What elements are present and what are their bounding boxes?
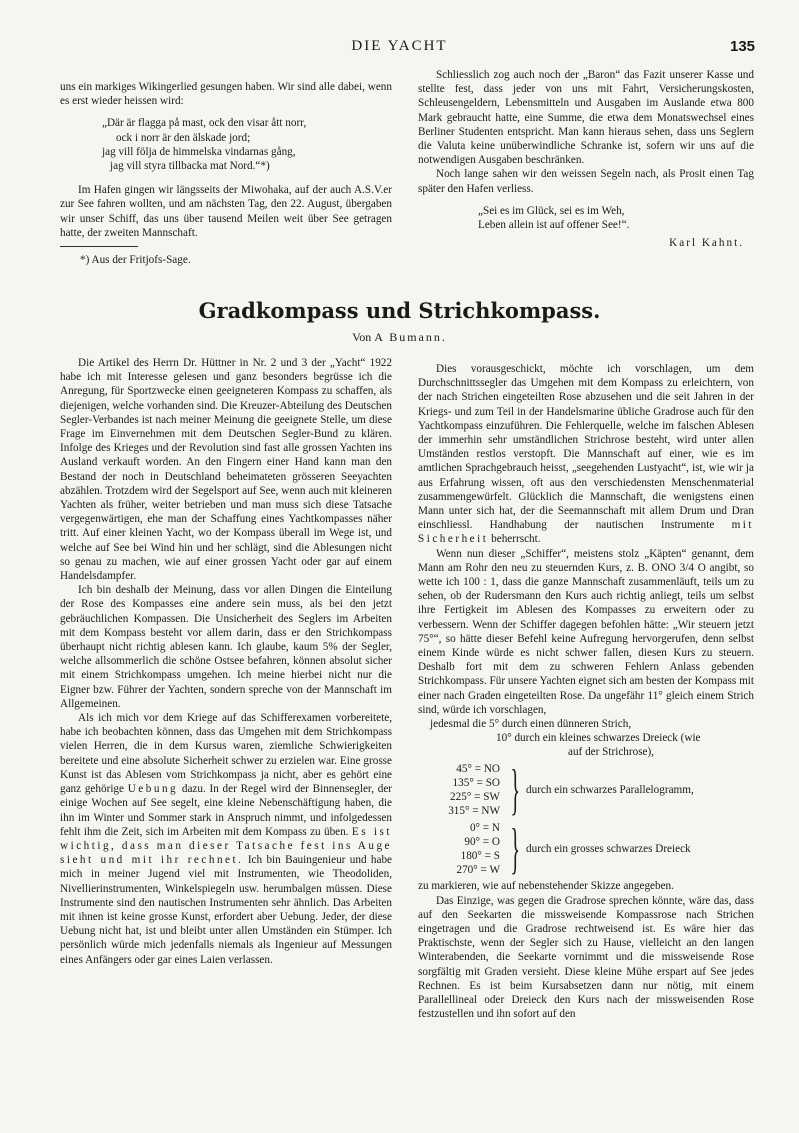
paragraph: Wenn nun dieser „Schiffer“, meistens stolz „Käpten“ genannt, dem Mann am Rohr den neu zu steuernden Kurs, z. B. ONO 3/4 O angibt, so wette ich 100 : 1, dass die ganze Mannschaft zusammenläuft, teils um zu sehen, ob der Rudersmann den Kurs auch richtig anliegt, teils um selbst ihre Fertigkeit im Ablesen des Kompasses zu erweitern oder zu verbessern. Wenn der Schiffer dagegen befohlen hätte: „Wir steuern jetzt 75°“, so hätte dieser Befehl keine Aufregung hervorgerufen, denn selbst einem Kinde würde es nicht schwer fallen, diesen Kurs zu steuern. Deshalb fort mit dem zu schweren Fehlern Anlass gebenden Strichkompass. Für unsere Yachten eignet sich am besten der Kompass mit einer nach Graden eingeteilten Rose. Da ungefähr 11° gleich einem Strich sind, würde ich vorschlagen, (418, 547, 754, 716)
top-right-column (418, 68, 754, 250)
quote-line: „Sei es im Glück, sei es im Weh, (478, 204, 625, 217)
text-run: Dies vorausgeschickt, möchte ich vorschlagen, um dem Durchschnittssegler das Umgehen mit dem Kompass zu erleichtern, von der nach Strichen eingeteilten Rose abzusehen und die seit Jahren in der Kriegs- und zum Teil in der Handelsmarine übliche Gradrose auch für den Yachtkompass einzuführen. Die Fehlerquelle, welche im falschen Ablesen der immerhin sehr umständlichen Strichrose besteht, wird unter allen Umständen restlos verstopft. Die Mannschaft auf einer, wie es im amtlichen Sprachgebrauch heisst, „seegehenden Lustyacht“, ist, wie wir ja aus Erfahrung wissen, oft aus den verschiedensten Menschenmaterial zusammengewürfelt. Glücklich die Mannschaft, die wenigstens einen Mann unter sich hat, der die Seemannschaft mit allem Drum und Dran einschliessl. Handhabung der nautischen Instrumente (418, 363, 754, 532)
marking-line: 10° durch ein kleines schwarzes Dreieck (wie (496, 732, 701, 745)
paragraph: uns ein markiges Wikingerlied gesungen haben. Wir sind alle dabei, wenn es erst wieder heissen wird: (60, 81, 392, 108)
spaced-text: Uebung (127, 783, 179, 796)
paragraph: Noch lange sahen wir den weissen Segeln nach, als Prosit einen Tag später den Hafen verliess. (418, 168, 754, 195)
text-run: Ich bin Bauingenieur und habe mich in meiner Jugend viel mit Instrumenten, wie Theodoliden, Nivellierinstrumenten, Winkelspiegeln usw. herumbalgen müssen. Diese Instrumente sind den nautischen Instrumenten sehr ähnlich. Das Arbeiten mit ihnen ist keine grosse Kunst, erfordert aber Uebung. Jeder, der diese Uebung nicht hat, ist und bleibt unter allen Umständen ein Stümper. Ich persönlich würde mich jedenfalls niemals als Ingenieur auf Messungen eines Anfängers oder gar eines Laien verlassen. (60, 854, 393, 966)
byline (0, 330, 799, 345)
text-run: dazu. In der Regel wird der Binnensegler, der einige Wochen auf See segelt, eine kleine Nebenschäftigung haben, die ihn im Winter und Sommer stark in Anspruch nimmt, und infolgedessen fehlt ihm die Zeit, sich im Arbeiten mit dem Kompass zu üben. (60, 783, 393, 838)
direction-values (418, 762, 506, 819)
running-title: DIE YACHT (351, 38, 448, 54)
paragraph (60, 711, 392, 967)
page-number: 135 (730, 38, 756, 55)
footnote: *) Aus der Fritjofs-Sage. (80, 254, 191, 267)
poem-line: ock i norr är den älskade jord; (116, 131, 251, 144)
text-run: beherrscht. (491, 533, 541, 546)
direction-value: 135° = SO (452, 776, 500, 789)
paragraph: Ich bin deshalb der Meinung, dass vor allen Dingen die Einteilung der Rose des Kompasses eine andere sein muss, als bei den jetzt gebräuchlichen Kompassen. Die Unsicherheit des Seglers im Arbeiten mit dem Kompass besteht vor allem darin, dass er den Strichkompass überhaupt nicht richtig ablesen kann. Ich glaube, kaum 5% der Segler, welche allsommerlich die schöne Ostsee befahren, können absolut sicher mit einem Strichkompass umgehen. Ich meine hierbei nicht nur die Eigner bzw. Führer der Yachten, sondern spreche von der Mannschaft im Allgemeinen. (60, 584, 392, 710)
paragraph: Die Artikel des Herrn Dr. Hüttner in Nr. 2 und 3 der „Yacht“ 1922 habe ich mit Interesse gelesen und ganz besonders begrüsse ich die Anregung, für Sportzwecke einen geeigneteren Kompass zu schaffen, als diejenigen, welche vorhanden sind. Die Kreuzer-Abteilung des Deutschen Segler-Verbandes ist nach meiner Meinung die geeignete Stelle, um diese Frage im Einvernehmen mit dem Deutschen Segler-Bund zu klären. Infolge des Krieges und der Revolution sind fast alle grossen Yachten ins Ausland verkauft worden. An den Fingern einer Hand kann man den Bestand der noch in Deutschland beheimateten grösseren Seeyachten abzählen. Trotzdem wird der Segelsport auf See, wenn auch mit kleineren Yachten als früher, weiter betrieben und man muss sich diese Tatsache vergegenwärtigen, ehe man der Schaffung eines Yachtkompasses näher tritt. Auf einer kleinen Yacht, wo der Kompass überall im Wege ist, und welche auf See bei Wind hin und her schlägt, sind die Ablesungen nicht so genau zu machen, wie auf einer grossen Yacht oder gar auf einem Handelsdampfer. (60, 357, 392, 583)
text-run: Als ich mich vor dem Kriege auf das Schifferexamen vorbereitete, habe ich beobachten können, dass das Umgehen mit dem Strichkompass vielen Herren, die in dem Kursus waren, ziemliche Schwierigkeiten bereitete und eine absolute Sicherheit schwer zu erzielen war. Eine grosse Kunst ist das Ablesen vom Strichkompass ja nicht, aber es gehört eine ganz gehörige (60, 712, 392, 796)
marking-description: durch ein grosses schwarzes Dreieck (526, 842, 691, 855)
poem-line: jag vill styra tillbacka mat Nord.“*) (110, 160, 270, 173)
spaced-text: Es ist wichtig, dass man dieser Tatsache fest ins Auge sieht und mit ihr rechnet. (60, 825, 392, 867)
marking-line: jedesmal die 5° durch einen dünneren Strich, (430, 718, 632, 731)
paragraph: Schliesslich zog auch noch der „Baron“ das Fazit unserer Kasse und stellte fest, dass jeder von uns mit Fahrt, Versicherungskosten, Schleusengeldern, Lebensmitteln und Ausgaben im Auslande etwa 800 Mark gebraucht hatte, eine Summe, die etwa dem Monatswechsel eines Berliner Studenten entspricht. Man kann hieraus sehen, dass uns Seglern die Valuta keine unüberwindliche Schranke ist, sofern wir uns auf die notwendigen Ausgaben beschränken. (418, 69, 754, 167)
direction-group-intercardinal (418, 759, 754, 822)
top-left-column (60, 80, 392, 267)
direction-value: 0° = N (469, 821, 500, 834)
marking-description: durch ein schwarzes Parallelogramm, (526, 783, 694, 796)
article-right-column (418, 362, 754, 1021)
poem-line: „Där är flagga på mast, ock den visar ått norr, (102, 117, 307, 130)
closing-quote (478, 204, 754, 232)
article-left-column (60, 356, 392, 967)
direction-value: 270° = W (456, 864, 500, 877)
poem (102, 116, 392, 173)
direction-value: 225° = SW (450, 791, 500, 804)
curly-brace: } (510, 817, 520, 880)
direction-group-cardinal (418, 817, 754, 880)
marking-line: auf der Strichrose), (568, 746, 655, 759)
byline-prefix: Von (352, 330, 372, 344)
curly-brace: } (510, 759, 520, 822)
direction-values (418, 821, 506, 878)
paragraph: Im Hafen gingen wir längsseits der Miwohaka, auf der auch A.S.V.er zur See fahren wollten, und am nächsten Tag, den 22. August, übergaben wir unser Schiff, das uns über tausend Meilen weit über See getragen hatte, der zweiten Mannschaft. (60, 184, 392, 239)
spaced-text: mit Sicherheit (418, 519, 754, 546)
byline-author: A Bumann. (374, 330, 447, 344)
paragraph (418, 362, 754, 547)
direction-value: 90° = O (464, 835, 500, 848)
author-signature: Karl Kahnt. (669, 237, 744, 250)
direction-value: 315° = NW (448, 805, 500, 818)
poem-line: jag vill följa de himmelska vindarnas gång, (102, 145, 296, 158)
footnote-rule (60, 246, 138, 247)
direction-value: 180° = S (460, 849, 500, 862)
quote-line: Leben allein ist auf offener See!“. (478, 219, 630, 232)
direction-value: 45° = NO (456, 762, 500, 775)
article-title: Gradkompass und Strichkompass. (198, 298, 601, 323)
paragraph: Das Einzige, was gegen die Gradrose sprechen könnte, wäre das, dass auf den Seekarten die missweisende Kompassrose nach Strichen eingetragen und die Gradrose rechtweisend ist. Es wäre hier das Praktischste, wenn der Segler sich zu Hause, vielleicht an den langen Winterabenden, die Seekarte vornimmt und die missweisende Rose sorgfältig mit Graden versieht. Diese kleine Mühe erspart auf See jedes Rechnen. Es ist beim Kursabsetzen dann nur nötig, mit einem Parallellineal oder Dreieck den Kurs nach der missweisenden Rose festzustellen und ihn sofort auf den (418, 894, 754, 1021)
paragraph: zu markieren, wie auf nebenstehender Skizze angegeben. (418, 880, 674, 893)
